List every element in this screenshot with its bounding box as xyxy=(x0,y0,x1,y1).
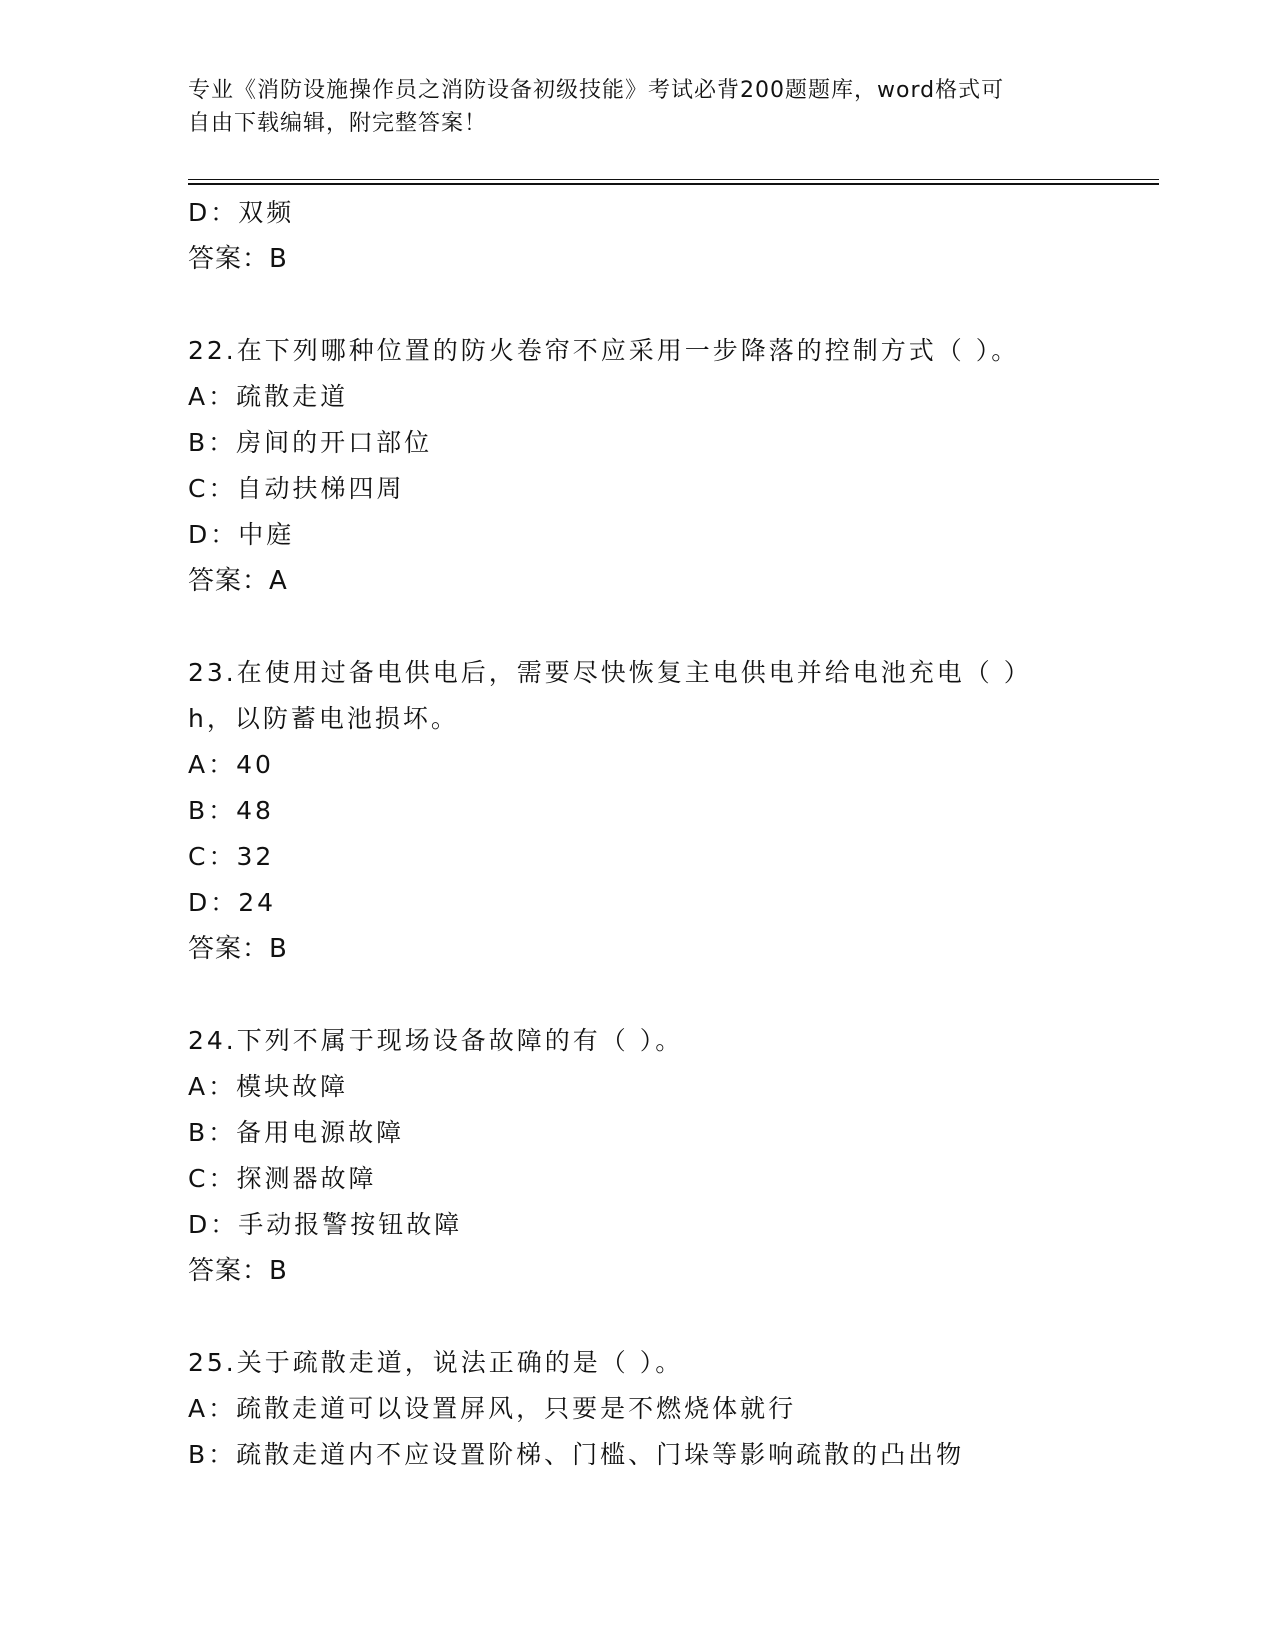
question-23-option-b: B：48 xyxy=(188,796,274,825)
question-24-text: 24.下列不属于现场设备故障的有（ ）。 xyxy=(188,1026,684,1055)
question-list xyxy=(188,190,1088,1478)
prev-answer: 答案：B xyxy=(188,244,288,274)
question-22-option-d: D：中庭 xyxy=(188,520,295,549)
question-22-text: 22.在下列哪种位置的防火卷帘不应采用一步降落的控制方式（ ）。 xyxy=(188,336,1020,365)
question-23-option-c: C：32 xyxy=(188,842,275,871)
question-24-option-c: C：探测器故障 xyxy=(188,1164,377,1193)
question-24-option-b: B：备用电源故障 xyxy=(188,1118,405,1147)
header-line-2: 自由下载编辑，附完整答案！ xyxy=(188,111,488,136)
spacer xyxy=(188,1294,1088,1340)
header-rule-thin xyxy=(188,179,1159,180)
question-23-text-line-2: h，以防蓄电池损坏。 xyxy=(188,704,459,733)
question-25-option-a: A：疏散走道可以设置屏风，只要是不燃烧体就行 xyxy=(188,1394,797,1423)
question-22-option-c: C：自动扶梯四周 xyxy=(188,474,405,503)
spacer xyxy=(188,282,1088,328)
question-24-option-a: A：模块故障 xyxy=(188,1072,349,1101)
question-25-option-b: B：疏散走道内不应设置阶梯、门槛、门垛等影响疏散的凸出物 xyxy=(188,1440,965,1469)
question-25-text: 25.关于疏散走道，说法正确的是（ ）。 xyxy=(188,1348,684,1377)
header-rule-thick xyxy=(188,183,1159,185)
question-24-option-d: D：手动报警按钮故障 xyxy=(188,1210,463,1239)
question-23-answer: 答案：B xyxy=(188,934,288,964)
spacer xyxy=(188,604,1088,650)
question-23-text-line-1: 23.在使用过备电供电后，需要尽快恢复主电供电并给电池充电（ ） xyxy=(188,658,1032,687)
spacer xyxy=(188,972,1088,1018)
document-header xyxy=(188,74,1088,140)
question-23-option-d: D：24 xyxy=(188,888,277,917)
question-22-option-b: B：房间的开口部位 xyxy=(188,428,433,457)
question-22-option-a: A：疏散走道 xyxy=(188,382,349,411)
question-23-option-a: A：40 xyxy=(188,750,274,779)
question-22-answer: 答案：A xyxy=(188,566,288,596)
prev-option-d: D：双频 xyxy=(188,198,295,227)
question-24-answer: 答案：B xyxy=(188,1256,288,1286)
header-line-1: 专业《消防设施操作员之消防设备初级技能》考试必背200题题库，word格式可 xyxy=(188,78,1005,103)
